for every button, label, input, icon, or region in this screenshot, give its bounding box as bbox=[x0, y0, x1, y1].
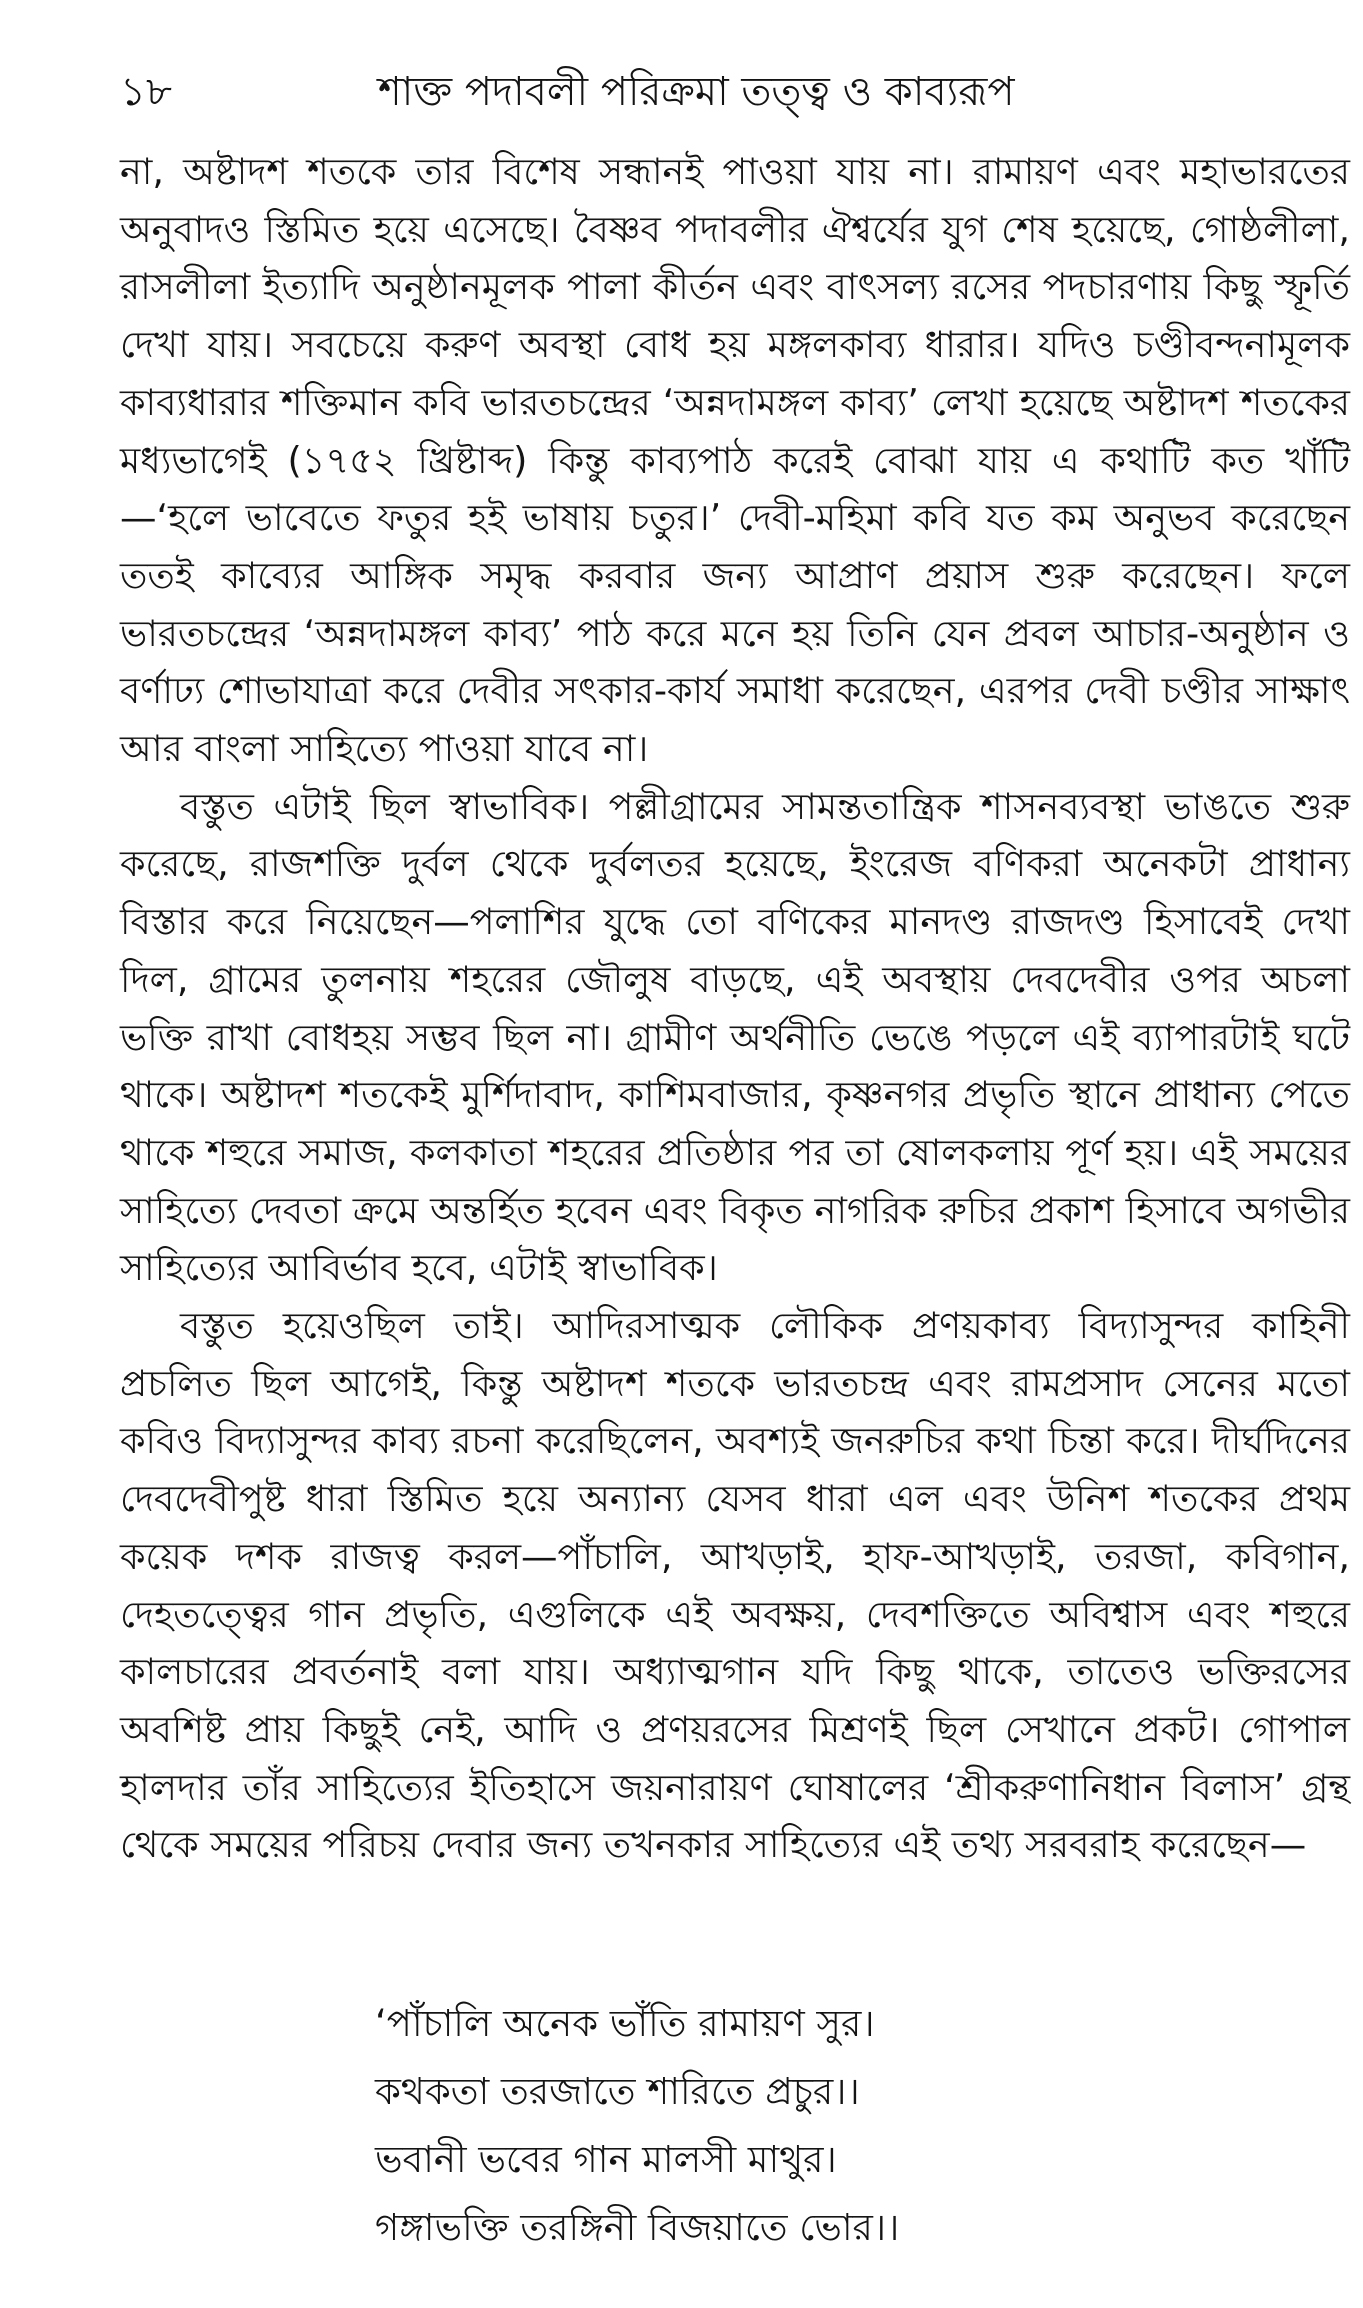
verse-quote bbox=[375, 1990, 1275, 2262]
paragraph-1: না, অষ্টাদশ শতকে তার বিশেষ সন্ধানই পাওয়া যায় না। রামায়ণ এবং মহাভারতের অনুবাদও স্তিমিত হয়ে এসেছে। বৈষ্ণব পদাবলীর ঐশ্বর্যের যুগ শেষ হয়েছে, গোষ্ঠলীলা, রাসলীলা ইত্যাদি অনুষ্ঠানমূলক পালা কীর্তন এবং বাৎসল্য রসের পদচারণায় কিছু স্ফূর্তি দেখা যায়। সবচেয়ে করুণ অবস্থা বোধ হয় মঙ্গলকাব্য ধারার। যদিও চণ্ডীবন্দনামূলক কাব্যধারার শক্তিমান কবি ভারতচন্দ্রের ‘অন্নদামঙ্গল কাব্য’ লেখা হয়েছে অষ্টাদশ শতকের মধ্যভাগেই (১৭৫২ খ্রিষ্টাব্দ) কিন্তু কাব্যপাঠ করেই বোঝা যায় এ কথাটি কত খাঁটি—‘হলে ভাবেতে ফতুর হই ভাষায় চতুর।’ দেবী-মহিমা কবি যত কম অনুভব করেছেন ততই কাব্যের আঙ্গিক সমৃদ্ধ করবার জন্য আপ্রাণ প্রয়াস শুরু করেছেন। ফলে ভারতচন্দ্রের ‘অন্নদামঙ্গল কাব্য’ পাঠ করে মনে হয় তিনি যেন প্রবল আচার-অনুষ্ঠান ও বর্ণাঢ্য শোভাযাত্রা করে দেবীর সৎকার-কার্য সমাধা করেছেন, এরপর দেবী চণ্ডীর সাক্ষাৎ আর বাংলা সাহিত্যে পাওয়া যাবে না। bbox=[120, 150, 1350, 771]
verse-line-3: ভবানী ভবের গান মালসী মাথুর। bbox=[375, 2138, 837, 2181]
body-text bbox=[120, 143, 1350, 1874]
paragraph-2: বস্তুত এটাই ছিল স্বাভাবিক। পল্লীগ্রামের সামন্ততান্ত্রিক শাসনব্যবস্থা ভাঙতে শুরু করেছে, রাজশক্তি দুর্বল থেকে দুর্বলতর হয়েছে, ইংরেজ বণিকরা অনেকটা প্রাধান্য বিস্তার করে নিয়েছেন—পলাশির যুদ্ধে তো বণিকের মানদণ্ড রাজদণ্ড হিসাবেই দেখা দিল, গ্রামের তুলনায় শহরের জৌলুষ বাড়ছে, এই অবস্থায় দেবদেবীর ওপর অচলা ভক্তি রাখা বোধহয় সম্ভব ছিল না। গ্রামীণ অর্থনীতি ভেঙে পড়লে এই ব্যাপারটাই ঘটে থাকে। অষ্টাদশ শতকেই মুর্শিদাবাদ, কাশিমবাজার, কৃষ্ণনগর প্রভৃতি স্থানে প্রাধান্য পেতে থাকে শহুরে সমাজ, কলকাতা শহরের প্রতিষ্ঠার পর তা ষোলকলায় পূর্ণ হয়। এই সময়ের সাহিত্যে দেবতা ক্রমে অন্তর্হিত হবেন এবং বিকৃত নাগরিক রুচির প্রকাশ হিসাবে অগভীর সাহিত্যের আবির্ভাব হবে, এটাই স্বাভাবিক। bbox=[120, 784, 1350, 1290]
verse-line-4: গঙ্গাভক্তি তরঙ্গিনী বিজয়াতে ভোর।। bbox=[375, 2206, 900, 2249]
paragraph-3: বস্তুত হয়েওছিল তাই। আদিরসাত্মক লৌকিক প্রণয়কাব্য বিদ্যাসুন্দর কাহিনী প্রচলিত ছিল আগেই, কিন্তু অষ্টাদশ শতকে ভারতচন্দ্র এবং রামপ্রসাদ সেনের মতো কবিও বিদ্যাসুন্দর কাব্য রচনা করেছিলেন, অবশ্যই জনরুচির কথা চিন্তা করে। দীর্ঘদিনের দেবদেবীপুষ্ট ধারা স্তিমিত হয়ে অন্যান্য যেসব ধারা এল এবং উনিশ শতকের প্রথম কয়েক দশক রাজত্ব করল—পাঁচালি, আখড়াই, হাফ-আখড়াই, তরজা, কবিগান, দেহতত্ত্বের গান প্রভৃতি, এগুলিকে এই অবক্ষয়, দেবশক্তিতে অবিশ্বাস এবং শহুরে কালচারের প্রবর্তনাই বলা যায়। অধ্যাত্মগান যদি কিছু থাকে, তাতেও ভক্তিরসের অবশিষ্ট প্রায় কিছুই নেই, আদি ও প্রণয়রসের মিশ্রণই ছিল সেখানে প্রকট। গোপাল হালদার তাঁর সাহিত্যের ইতিহাসে জয়নারায়ণ ঘোষালের ‘শ্রীকরুণানিধান বিলাস’ গ্রন্থ থেকে সময়ের পরিচয় দেবার জন্য তখনকার সাহিত্যের এই তথ্য সরবরাহ করেছেন— bbox=[120, 1304, 1350, 1867]
verse-line-2: কথকতা তরজাতে শারিতে প্রচুর।। bbox=[375, 2070, 860, 2113]
page-header bbox=[120, 62, 1350, 132]
verse-line-1: ‘পাঁচালি অনেক ভাঁতি রামায়ণ সুর। bbox=[375, 2002, 875, 2045]
running-title: শাক্ত পদাবলী পরিক্রমা তত্ত্ব ও কাব্যরূপ bbox=[378, 69, 1015, 115]
page-number: ১৮ bbox=[120, 69, 172, 115]
